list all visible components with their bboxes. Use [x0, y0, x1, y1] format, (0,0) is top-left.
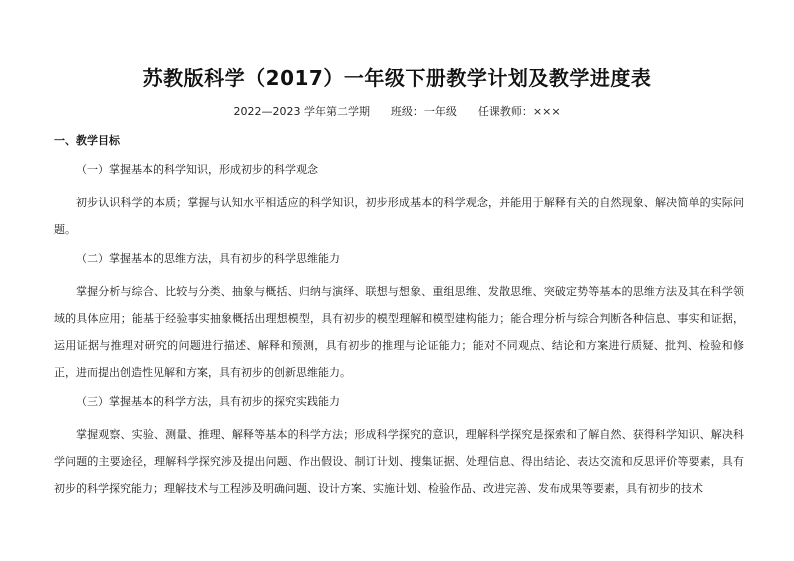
paragraph-methods: 掌握观察、实验、测量、推理、解释等基本的科学方法；形成科学探究的意识，理解科学探究是探索和了解自然、获得科学知识、解决科学问题的主要途径，理解科学探究涉及提出问题、作出假设、制订计划、搜集证据、处理信息、得出结论、表达交流和反思评价等要素，具有初步的科学探究能力；理解技术与工程涉及明确问题、设计方案、实施计划、检验作品、改进完善、发布成果等要素，具有初步的技术	[54, 428, 744, 495]
section-heading: 一、教学目标	[54, 134, 120, 147]
sub-heading-thinking: （二）掌握基本的思维方法，具有初步的科学思维能力	[76, 252, 340, 266]
paragraph-knowledge: 初步认识科学的本质；掌握与认知水平相适应的科学知识，初步形成基本的科学观念，并能用于解释有关的自然现象、解决简单的实际问题。	[54, 196, 744, 236]
sub-heading-methods: （三）掌握基本的科学方法，具有初步的探究实践能力	[76, 395, 340, 409]
sub-heading-knowledge: （一）掌握基本的科学知识，形成初步的科学观念	[76, 163, 318, 176]
document-title: 苏教版科学（2017）一年级下册教学计划及教学进度表	[142, 66, 652, 90]
paragraph-thinking: 掌握分析与综合、比较与分类、抽象与概括、归纳与演绎、联想与想象、重组思维、发散思维、突破定势等基本的思维方法及其在科学领域的具体应用；能基于经验事实抽象概括出理想模型，具有初步的模型理解和模型建构能力；能合理分析与综合判断各种信息、事实和证据，运用证据与推理对研究的问题进行描述、解释和预测，具有初步的推理与论证能力；能对不同观点、结论和方案进行质疑、批判、检验和修正，进而提出创造性见解和方案，具有初步的创新思维能力。	[54, 285, 744, 379]
document-body	[54, 133, 744, 508]
document-subtitle: 2022—2023 学年第二学期 班级：一年级 任课教师：×××	[233, 105, 561, 118]
